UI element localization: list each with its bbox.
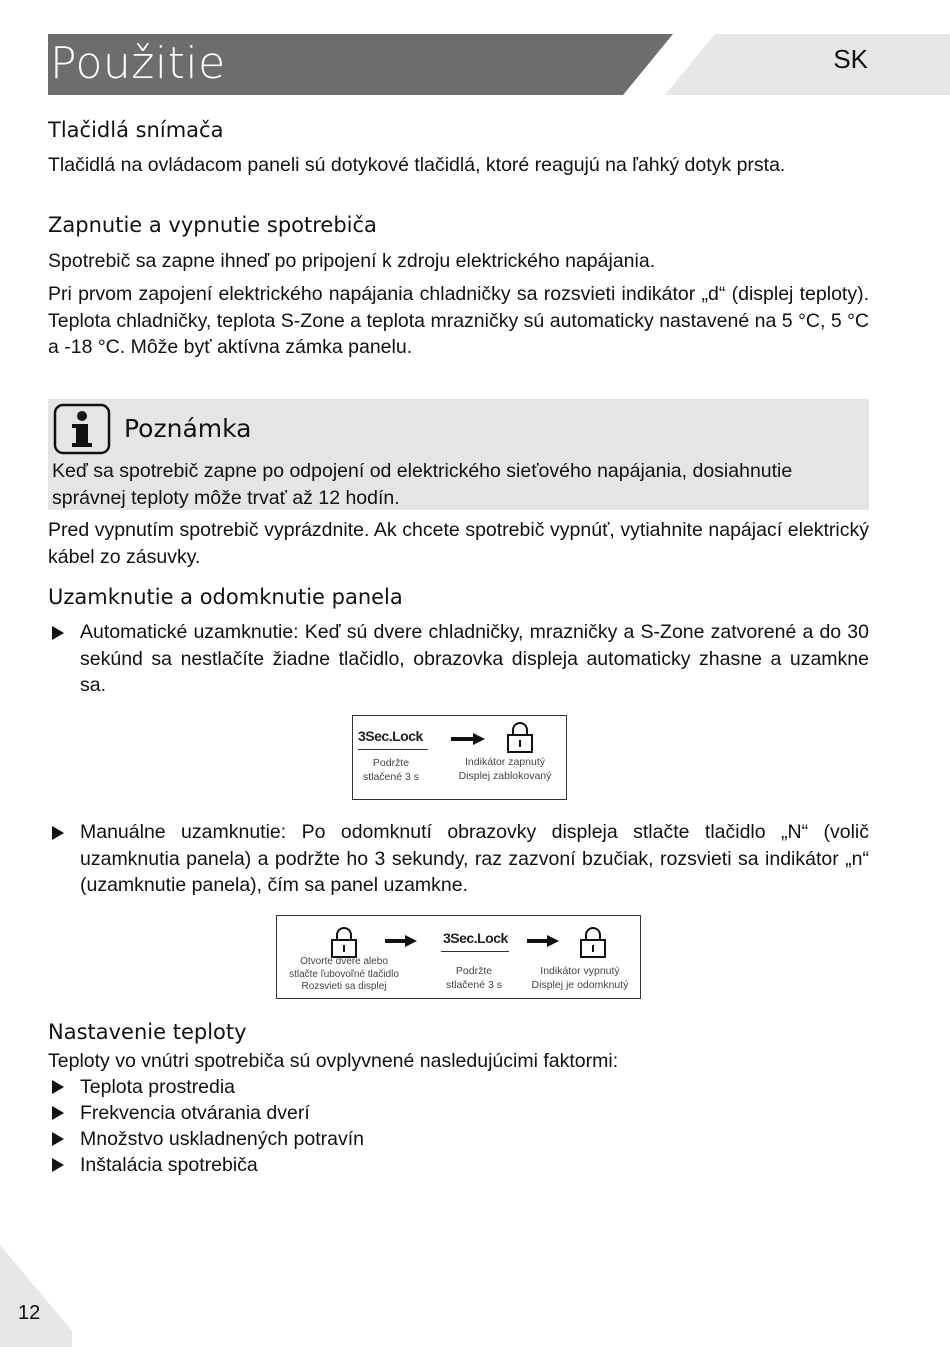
bullet-arrow-icon bbox=[52, 826, 64, 840]
language-code: SK bbox=[833, 44, 868, 74]
note-title: Poznámka bbox=[124, 414, 252, 443]
power-text-3: Pred vypnutím spotrebič vyprázdnite. Ak chcete spotrebič vypnúť, vytiahnite napájací elektrický kábel zo zásuvky. bbox=[48, 519, 869, 568]
power-text-2: Pri prvom zapojení elektrického napájania chladničky sa rozsvieti indikátor „d“ (displej teploty). Teplota chladničky, teplota S-Zone a teplota mrazničky sú automaticky nastavené na 5 °C, 5 °C a -18 °C. Môže byť aktívna zámka panelu. bbox=[48, 283, 869, 358]
lock-button-label: 3Sec.Lock bbox=[443, 930, 508, 946]
section-title-touch-buttons: Tlačidlá snímača bbox=[48, 118, 224, 142]
hold-instruction: Podržte stlačené 3 s bbox=[362, 757, 420, 783]
open-door-instruction: Otvorte dvere alebo stlačte ľubovoľné tlačidlo Rozsvieti sa displej bbox=[289, 956, 399, 992]
divider bbox=[358, 749, 428, 750]
indicator-off-text: Indikátor vypnutý Displej je odomknutý bbox=[531, 965, 629, 991]
bullet-arrow-icon bbox=[52, 1106, 64, 1120]
header-lang-tab bbox=[620, 34, 950, 95]
indicator-on-text: Indikátor zapnutý Displej zablokovaný bbox=[458, 756, 552, 782]
touch-buttons-text: Tlačidlá na ovládacom paneli sú dotykové tlačidlá, ktoré reagujú na ľahký dotyk prsta. bbox=[48, 154, 786, 176]
note-text: Keď sa spotrebič zapne po odpojení od elektrického sieťového napájania, dosiahnutie správnej teploty môže trvať až 12 hodín. bbox=[52, 460, 793, 509]
list-item: Množstvo uskladnených potravín bbox=[80, 1128, 364, 1150]
arrow-right-icon bbox=[385, 935, 417, 947]
info-icon bbox=[53, 403, 111, 455]
section-title-power: Zapnutie a vypnutie spotrebiča bbox=[48, 213, 377, 237]
list-item: Frekvencia otvárania dverí bbox=[80, 1102, 310, 1124]
auto-lock-text: Automatické uzamknutie: Keď sú dvere chladničky, mrazničky a S-Zone zatvorené a do 30 sekúnd sa nestlačíte žiadne tlačidlo, obrazovka displeja automaticky zhasne a uzamkne sa. bbox=[80, 621, 869, 696]
arrow-right-icon bbox=[527, 935, 559, 947]
list-item: Inštalácia spotrebiča bbox=[80, 1154, 258, 1176]
hold-instruction: Podržte stlačené 3 s bbox=[445, 965, 503, 991]
arrow-right-icon bbox=[451, 733, 485, 745]
power-text-1: Spotrebič sa zapne ihneď po pripojení k zdroju elektrického napájania. bbox=[48, 250, 656, 272]
page-title: Použitie bbox=[50, 38, 226, 89]
manual-lock-text: Manuálne uzamknutie: Po odomknutí obrazovky displeja stlačte tlačidlo „N“ (volič uzamknutia panela) a podržte ho 3 sekundy, raz zazvoní bzučiak, rozsvieti sa indikátor „n“ (uzamknutie panela), čím sa panel uzamkne. bbox=[80, 821, 869, 896]
divider bbox=[441, 951, 509, 952]
temperature-intro: Teploty vo vnútri spotrebiča sú ovplyvnené nasledujúcimi faktormi: bbox=[48, 1050, 619, 1072]
bullet-arrow-icon bbox=[52, 626, 64, 640]
page-number: 12 bbox=[18, 1302, 41, 1324]
bullet-arrow-icon bbox=[52, 1132, 64, 1146]
bullet-arrow-icon bbox=[52, 1080, 64, 1094]
lock-button-label: 3Sec.Lock bbox=[358, 728, 423, 744]
bullet-arrow-icon bbox=[52, 1158, 64, 1172]
section-title-temperature: Nastavenie teploty bbox=[48, 1020, 247, 1044]
section-title-lock: Uzamknutie a odomknutie panela bbox=[48, 585, 403, 609]
page-corner-tab bbox=[0, 1245, 72, 1347]
lock-closed-icon bbox=[329, 925, 359, 959]
lock-closed-icon bbox=[578, 925, 608, 959]
list-item: Teplota prostredia bbox=[80, 1076, 236, 1098]
lock-closed-icon bbox=[505, 720, 535, 754]
